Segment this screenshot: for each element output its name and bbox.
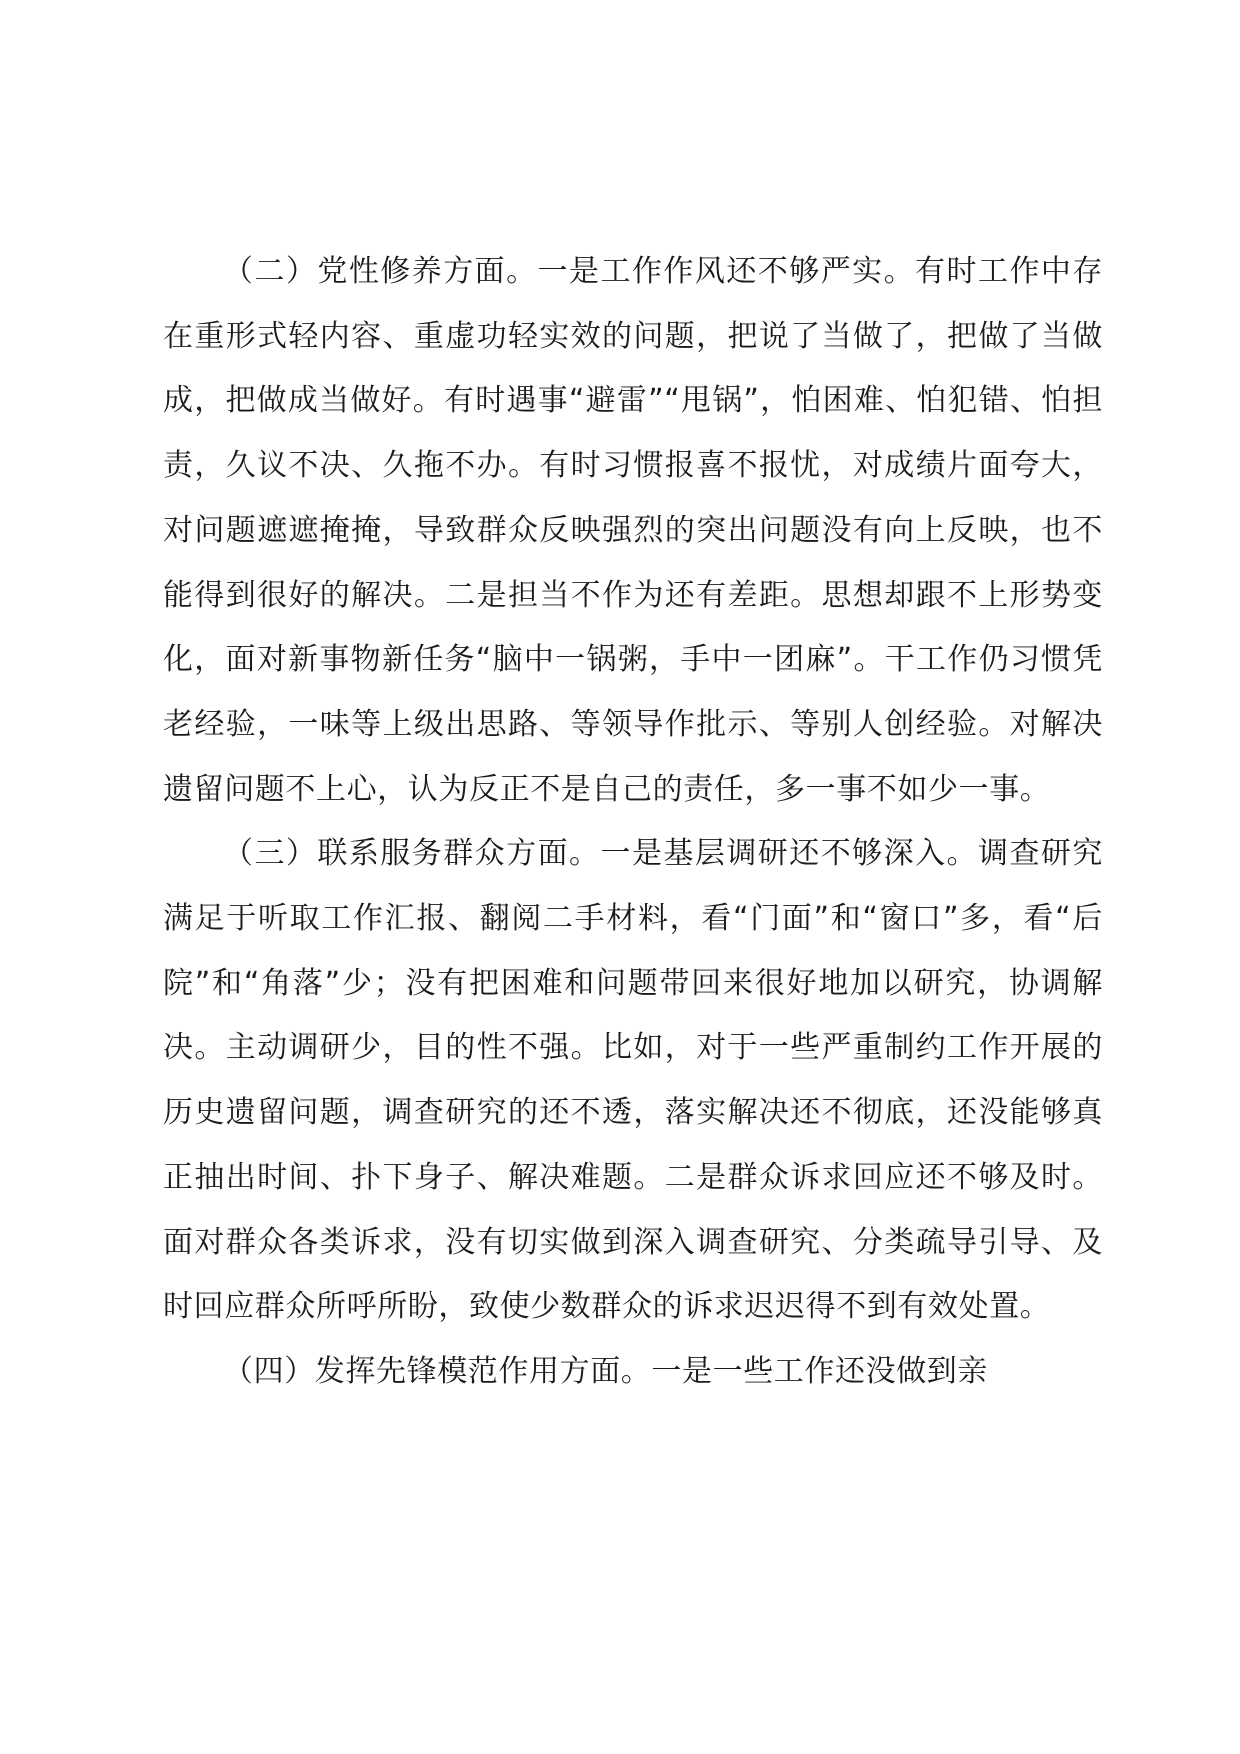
paragraph-vanguard-role: （四）发挥先锋模范作用方面。一是一些工作还没做到亲: [223, 1353, 988, 1389]
paragraph-serving-masses: （三）联系服务群众方面。一是基层调研还不够深入。调查研究满足于听取工作汇报、翻阅二手材料，看“门面”和“窗口”多，看“后院”和“角落”少；没有把困难和问题带回来很好地加以研究，协调解决。主动调研少，目的性不强。比如，对于一些严重制约工作开展的历史遗留问题，调查研究的还不透，落实解决还不彻底，还没能够真正抽出时间、扑下身子、解决难题。二是群众诉求回应还不够及时。面对群众各类诉求，没有切实做到深入调查研究、分类疏导引导、及时回应群众所呼所盼，致使少数群众的诉求迟迟得不到有效处置。: [163, 836, 1103, 1325]
document-body: [163, 240, 1103, 1405]
paragraph-party-spirit: （二）党性修养方面。一是工作作风还不够严实。有时工作中存在重形式轻内容、重虚功轻实效的问题，把说了当做了，把做了当做成，把做成当做好。有时遇事“避雷”“甩锅”，怕困难、怕犯错、怕担责，久议不决、久拖不办。有时习惯报喜不报忧，对成绩片面夸大，对问题遮遮掩掩，导致群众反映强烈的突出问题没有向上反映，也不能得到很好的解决。二是担当不作为还有差距。思想却跟不上形势变化，面对新事物新任务“脑中一锅粥，手中一团麻”。干工作仍习惯凭老经验，一味等上级出思路、等领导作批示、等别人创经验。对解决遗留问题不上心，认为反正不是自己的责任，多一事不如少一事。: [163, 254, 1103, 807]
